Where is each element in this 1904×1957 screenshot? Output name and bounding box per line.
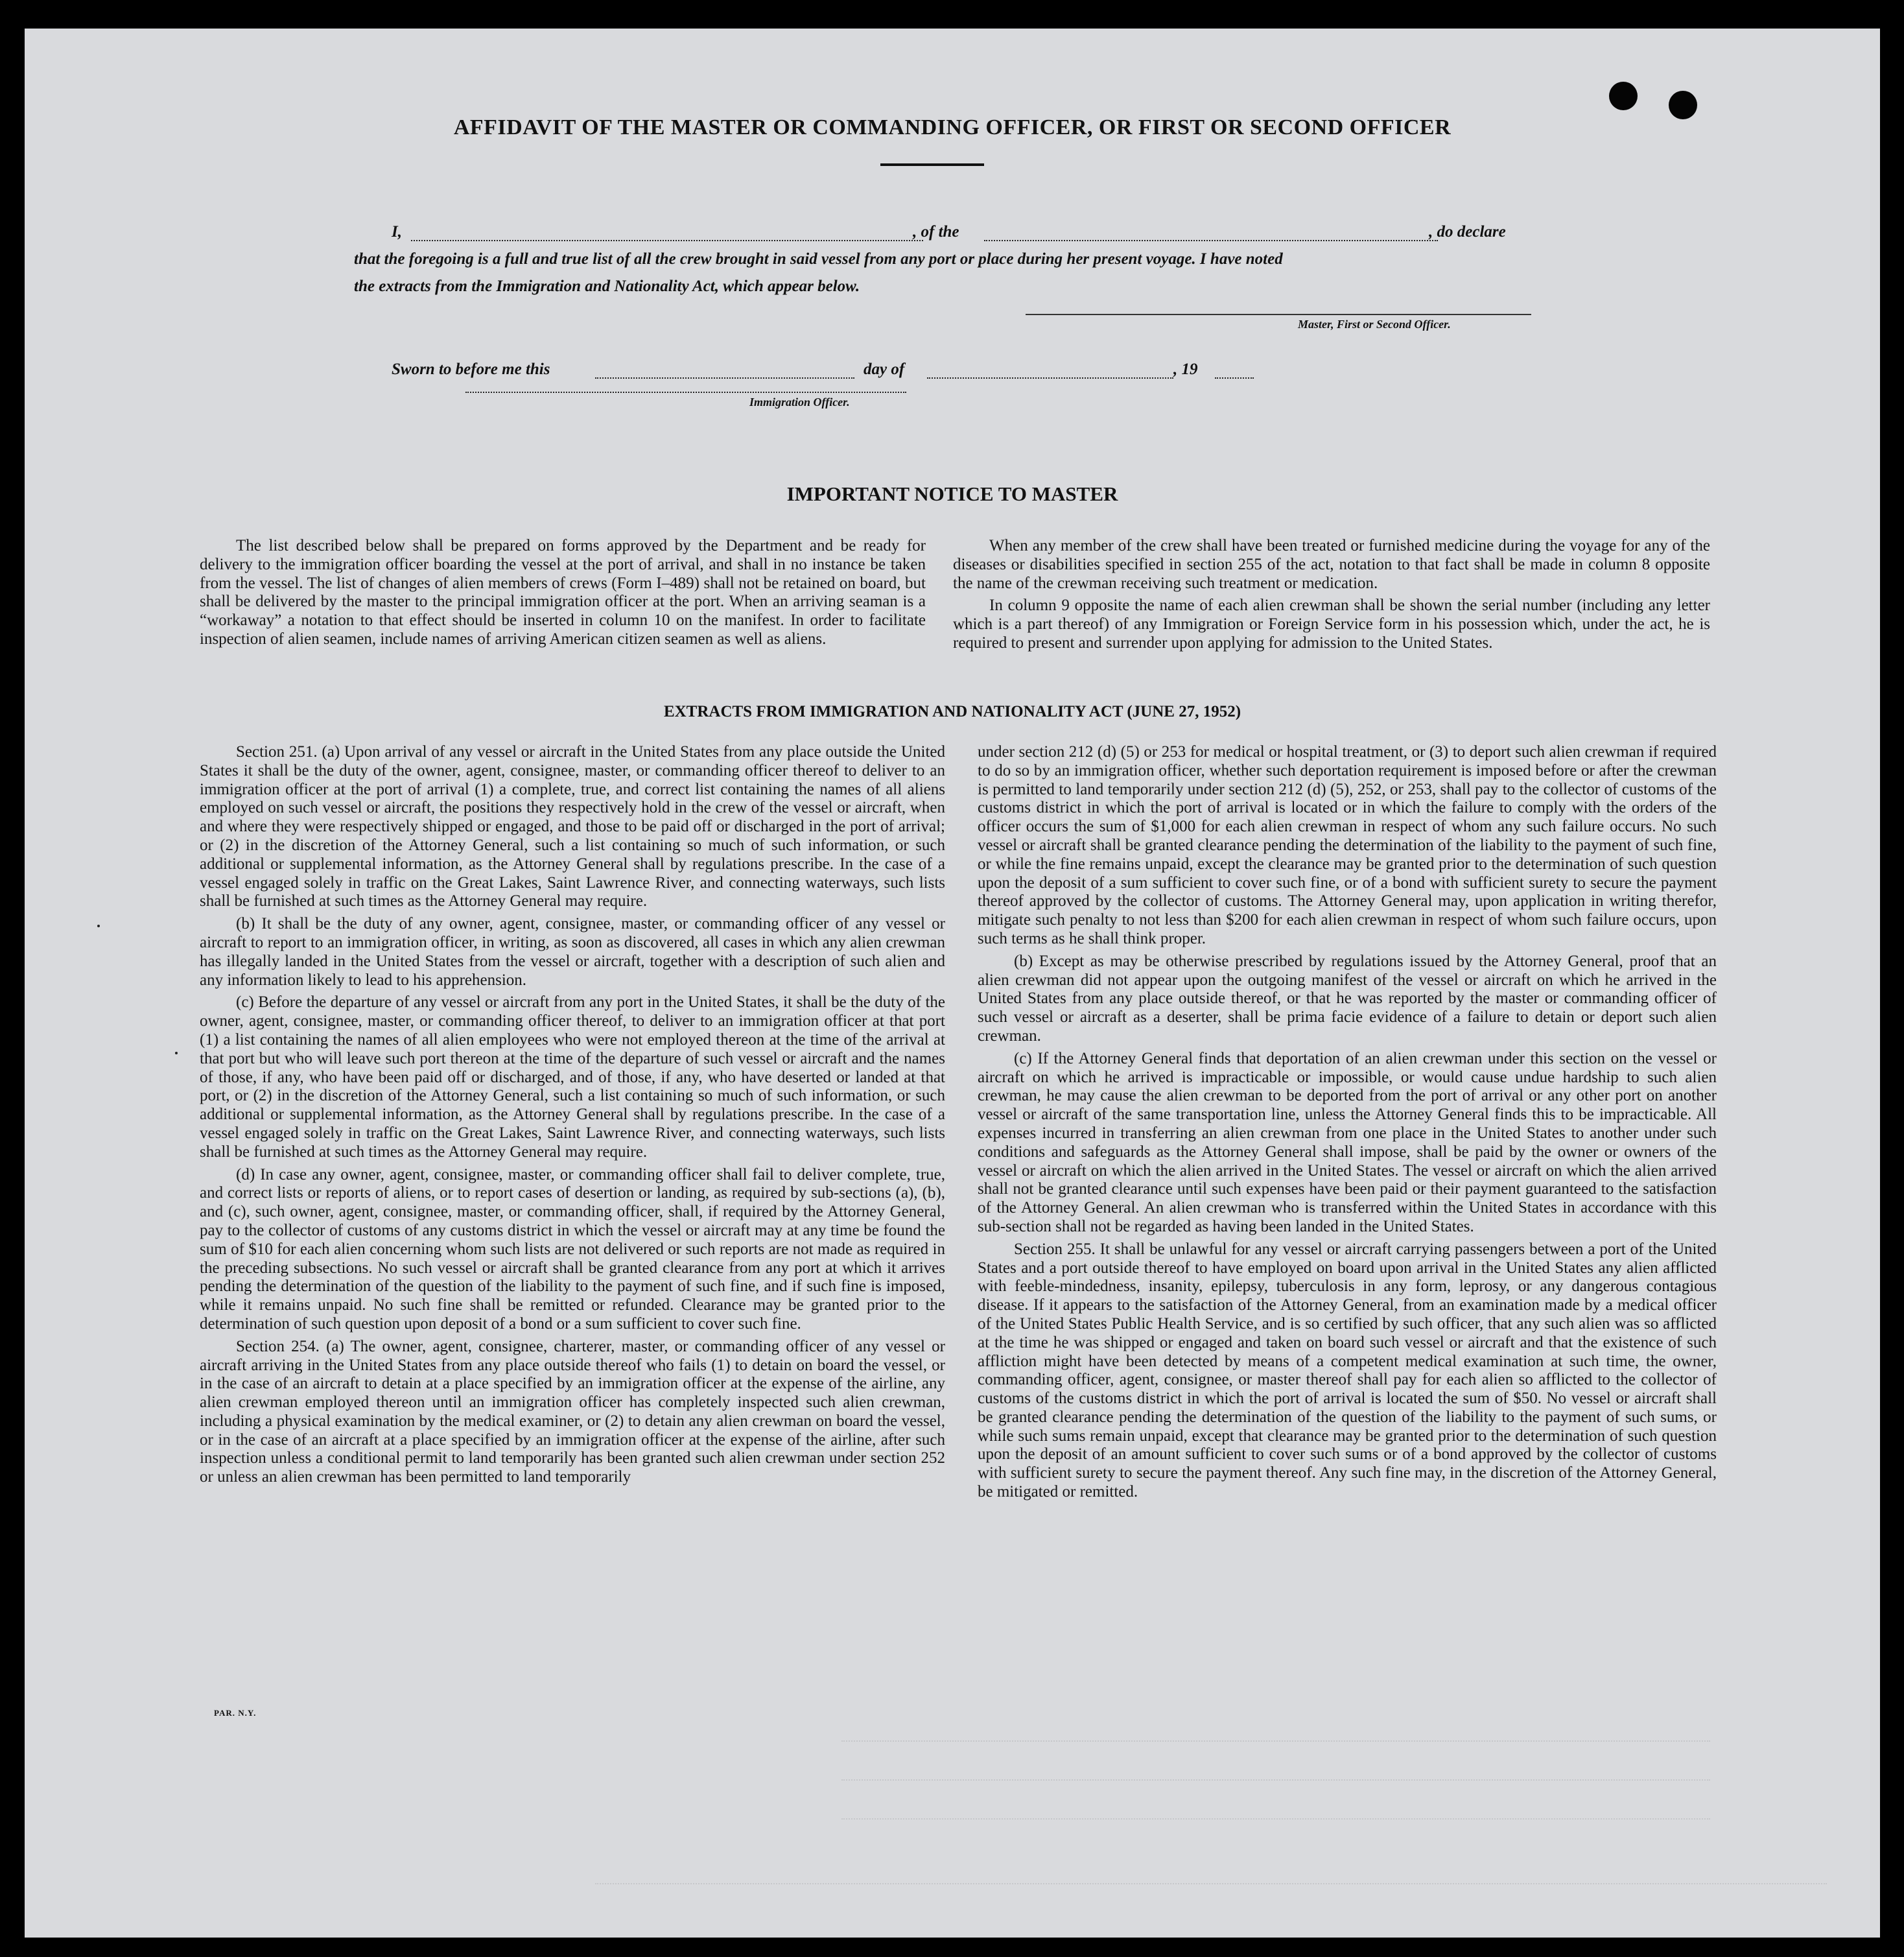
- master-signature-line[interactable]: [1026, 314, 1531, 315]
- extract-paragraph: Section 254. (a) The owner, agent, consignee, charterer, master, or commanding officer of any vessel or aircraft arriving in the United States from any place outside thereof who fails (1) to detain on board the vessel, or in the case of an aircraft to detain at a place specified by an immigration officer at the expense of the airline, any alien crewman employed thereon until an immigration officer has completely inspected such alien crewman, including a physical examination by the medical examiner, or (2) to detain any alien crewman on board the vessel, or in the case of an aircraft at a place specified by an immigration officer at the expense of the airline, after such inspection unless a conditional permit to land temporarily has been granted such alien crewman under section 252 or unless an alien crewman has been permitted to land temporarily: [200, 1337, 945, 1486]
- extracts-left-column: [200, 743, 945, 1491]
- extract-paragraph: Section 255. It shall be unlawful for any vessel or aircraft carrying passengers between a port of the United States and a port outside thereof to have employed on board upon arrival in the United States any alien afflicted with feeble-mindedness, insanity, epilepsy, tuberculosis in any form, leprosy, or any dangerous contagious disease. If it appears to the satisfaction of the Attorney General, from an examination made by a medical officer of the United States Public Health Service, and is so certified by such officer, that any such alien was so afflicted at the time he was shipped or engaged and taken on board such vessel or aircraft and that the existence of such affliction might have been detected by means of a competent medical examination at such time, the owner, commanding officer, agent, consignee, or master thereof shall pay for each alien so afflicted to the collector of customs of the customs district in which the port of arrival is located the sum of $50. No vessel or aircraft shall be granted clearance pending the determination of the question of the liability to the payment of such sums, or while such sums remain unpaid, except that clearance may be granted prior to the determination of such question upon the deposit of an amount sufficient to cover such sums or of a bond approved by the collector of customs with sufficient surety to secure the payment thereof. Any such fine may, in the discretion of the Attorney General, be mitigated or remitted.: [978, 1240, 1717, 1501]
- dust-speck: [97, 925, 100, 927]
- extract-paragraph: (d) In case any owner, agent, consignee, master, or commanding officer shall fail to deliver complete, true, and correct lists or reports of aliens, or to report cases of desertion or landing, as required by sub-sections (a), (b), and (c), such owner, agent, consignee, master, or commanding officer, shall, if required by the Attorney General, pay to the collector of customs of any customs district in which the vessel or aircraft may at any time be found the sum of $10 for each alien concerning whom such lists are not delivered or such reports are not made as required in the preceding subsections. No such vessel or aircraft shall be granted clearance from any port at which it arrives pending the determination of the question of the liability to the payment of such fine, and if such fine is imposed, while it remains unpaid. No such fine shall be remitted or refunded. Clearance may be granted prior to the determination of such question upon deposit of a bond or a sum sufficient to cover such fine.: [200, 1165, 945, 1333]
- officer-name-field[interactable]: [411, 240, 923, 241]
- immigration-signature-line[interactable]: [465, 392, 906, 393]
- immigration-caption: Immigration Officer.: [749, 396, 850, 409]
- sworn-year-field[interactable]: [1215, 377, 1254, 379]
- master-caption: Master, First or Second Officer.: [1298, 318, 1451, 331]
- declaration-text-line-2: the extracts from the Immigration and Nationality Act, which appear below.: [354, 278, 860, 295]
- notice-paragraph: In column 9 opposite the name of each alien crewman shall be shown the serial number (including any letter which is a part thereof) of any Immigration or Foreign Service form in his possession which, under the act, he is required to present and surrender upon applying for admission to the United States.: [953, 597, 1710, 652]
- extract-paragraph: (c) Before the departure of any vessel or aircraft from any port in the United States, it shall be the duty of the owner, agent, consignee, master, or commanding officer thereof, to deliver to an immigration officer at that port (1) a list containing the names of all alien employees who were not employed thereon at the time of the arrival at that port but who will leave such port thereon at the time of the departure of such vessel or aircraft and the names of those, if any, who have been paid off or discharged, and of those, if any, who have deserted or landed at that port, or (2) in the discretion of the Attorney General, such a list containing so much of such information, or such additional or supplemental information, as the Attorney General shall by regulations prescribe. In the case of a vessel engaged solely in traffic on the Great Lakes, Saint Lawrence River, and connecting waterways, such lists shall be furnished at such times as the Attorney General may require.: [200, 993, 945, 1161]
- title-rule: [880, 163, 984, 166]
- vessel-name-field[interactable]: [984, 240, 1438, 241]
- notice-right-column: [953, 537, 1710, 657]
- notice-paragraph: When any member of the crew shall have been treated or furnished medicine during the voyage for any of the diseases or disabilities specified in section 255 of the act, notation to that fact shall be made in column 8 opposite the name of the crewman receiving such treatment or medication.: [953, 537, 1710, 592]
- document-page: [25, 29, 1880, 1938]
- extract-paragraph: under section 212 (d) (5) or 253 for medical or hospital treatment, or (3) to deport such alien crewman if required to do so by an immigration officer, whether such deportation requirement is imposed before or after the crewman is permitted to land temporarily under section 212 (d) (5), 252, or 253, shall pay to the collector of customs of the customs district in which the port of arrival is located or in which the failure to comply with the orders of the officer occurs the sum of $1,000 for each alien crewman in respect of whom any such failure occurs. No such vessel or aircraft shall be granted clearance pending the determination of the liability to the payment of such fine, or while the fine remains unpaid, except the clearance may be granted prior to the determination of such question upon the deposit of a sum sufficient to cover such fine, or of a bond with sufficient surety to secure the payment thereof approved by the collector of customs. The Attorney General may, upon application in writing therefor, mitigate such penalty to not less than $200 for each alien crewman in respect of whom such failure occurs, upon such terms as he shall think proper.: [978, 743, 1717, 947]
- sworn-prefix-label: Sworn to before me this: [392, 361, 550, 378]
- sworn-day-field[interactable]: [595, 377, 854, 379]
- sworn-day-of-label: day of: [864, 361, 905, 378]
- extracts-right-column: [978, 743, 1717, 1506]
- punch-hole: [1609, 82, 1638, 110]
- sworn-year-label: , 19: [1173, 361, 1198, 378]
- bleed-through-mark: [595, 1883, 1827, 1904]
- form-title: AFFIDAVIT OF THE MASTER OR COMMANDING OFFICER, OR FIRST OR SECOND OFFICER: [453, 115, 1452, 139]
- bleed-through-mark: [841, 1818, 1710, 1839]
- extract-paragraph: Section 251. (a) Upon arrival of any vessel or aircraft in the United States from any place outside the United States it shall be the duty of the owner, agent, consignee, master, or commanding officer thereof to deliver to an immigration officer at the port of arrival (1) a complete, true, and correct list containing the names of all aliens employed on such vessel or aircraft, the positions they respectively hold in the crew of the vessel or aircraft, when and where they were respectively shipped or engaged, and those to be paid off or discharged in the port of arrival; or (2) in the discretion of the Attorney General, such a list containing so much of such information, or such additional or supplemental information, as the Attorney General shall by regulations prescribe. In the case of a vessel engaged solely in traffic on the Great Lakes, Saint Lawrence River, and connecting waterways, such lists shall be furnished at such times as the Attorney General may require.: [200, 743, 945, 910]
- extract-paragraph: (c) If the Attorney General finds that deportation of an alien crewman under this section on the vessel or aircraft on which he arrived is impracticable or impossible, or would cause undue hardship to such alien crewman, he may cause the alien crewman to be deported from the port of arrival or any other port on another vessel or aircraft of the same transportation line, unless the Attorney General finds this to be impracticable. All expenses incurred in transferring an alien crewman from one place in the United States to another under such conditions and safeguards as the Attorney General shall impose, shall be paid by the owner or owners of the vessel or aircraft on which the alien arrived in the United States. The vessel or aircraft on which the alien arrived shall not be granted clearance until such expenses have been paid or their payment guaranteed to the satisfaction of the Attorney General. An alien crewman who is transferred within the United States in accordance with this sub-section shall not be regarded as having been landed in the United States.: [978, 1049, 1717, 1235]
- declaration-of-the-label: , of the: [913, 223, 959, 241]
- printer-code: PAR. N.Y.: [214, 1708, 257, 1718]
- sworn-month-field[interactable]: [927, 377, 1173, 379]
- notice-left-column: [200, 537, 926, 653]
- notice-title: IMPORTANT NOTICE TO MASTER: [786, 482, 1118, 505]
- bleed-through-mark: [841, 1779, 1710, 1800]
- declaration-i-label: I,: [392, 223, 402, 241]
- extracts-title: EXTRACTS FROM IMMIGRATION AND NATIONALITY ACT (JUNE 27, 1952): [663, 703, 1241, 720]
- declaration-text-line-1: that the foregoing is a full and true list of all the crew brought in said vessel from any port or place during her present voyage. I have noted: [354, 250, 1283, 268]
- extract-paragraph: (b) It shall be the duty of any owner, agent, consignee, master, or commanding officer of any vessel or aircraft to report to an immigration officer, in writing, as soon as discovered, all cases in which any alien crewman has illegally landed in the United States from the vessel or aircraft, together with a description of such alien and any information likely to lead to his apprehension.: [200, 915, 945, 989]
- declaration-declare-label: , do declare: [1429, 223, 1506, 241]
- extract-paragraph: (b) Except as may be otherwise prescribed by regulations issued by the Attorney General, proof that an alien crewman did not appear upon the outgoing manifest of the vessel or aircraft on which he arrived in the United States from any place outside thereof, or that he was reported by the master or commanding officer of such vessel or aircraft as a deserter, shall be prima facie evidence of a failure to detain or deport such alien crewman.: [978, 952, 1717, 1045]
- notice-paragraph: The list described below shall be prepared on forms approved by the Department and be ready for delivery to the immigration officer boarding the vessel at the port of arrival, and shall in no instance be taken from the vessel. The list of changes of alien members of crews (Form I–489) shall not be retained on board, but shall be delivered by the master to the principal immigration officer at the port. When an arriving seaman is a “workaway” a notation to that effect should be inserted in column 10 on the manifest. In order to facilitate inspection of alien seamen, include names of arriving American citizen seamen as well as aliens.: [200, 537, 926, 648]
- dust-speck: [175, 1052, 178, 1054]
- bleed-through-mark: [841, 1740, 1710, 1761]
